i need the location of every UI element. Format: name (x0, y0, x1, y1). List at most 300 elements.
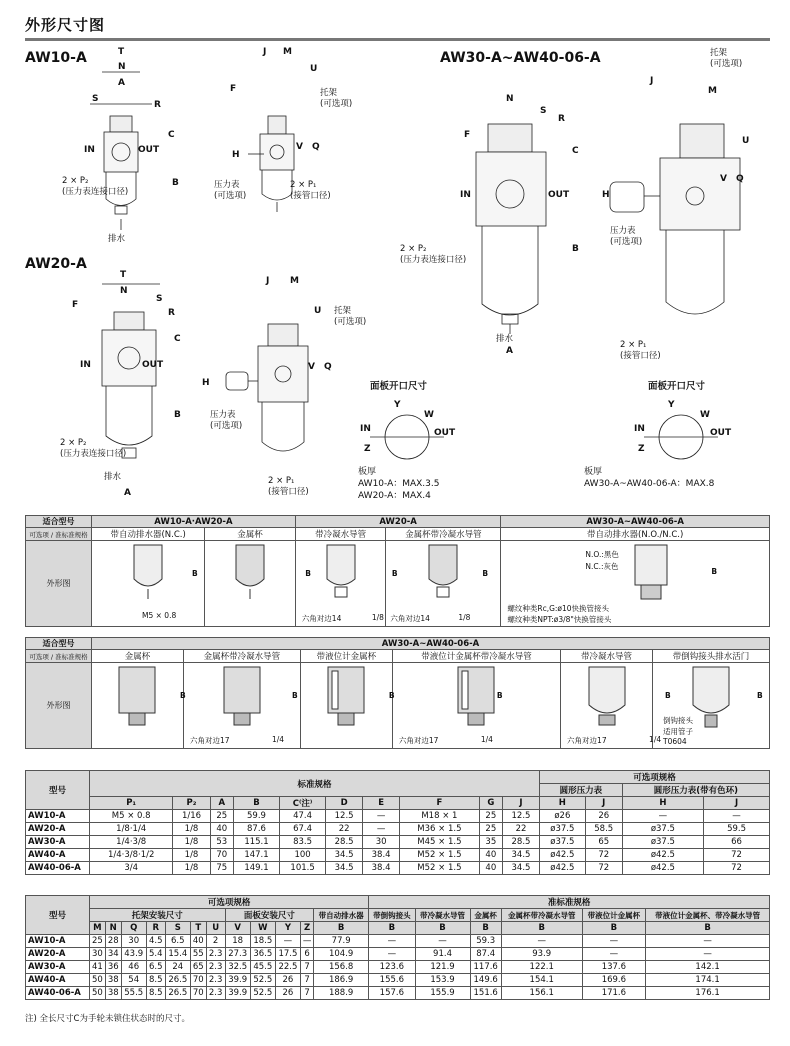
spec1-cell: 25 (479, 810, 502, 823)
drain-label: 排水 (108, 234, 126, 244)
spec2-cell: — (275, 935, 300, 948)
opt2-fig-metal-drain-guide: 六角对边17 1/4 B (183, 663, 300, 749)
spec2-cell: 157.6 (369, 987, 415, 1000)
table-row (26, 961, 770, 974)
spec2-cell: 156.1 (501, 987, 582, 1000)
spec1-cell: 47.4 (280, 810, 326, 823)
spec2-cell: — (300, 935, 313, 948)
dim-r-l: R (168, 308, 175, 318)
bracket-label-aw30: 托架 (可选项) (710, 48, 743, 69)
spec1-cell: 67.4 (280, 823, 326, 836)
panel-thickness-left: 板厚 AW10-A：MAX.3.5 AW20-A：MAX.4 (358, 467, 440, 501)
table-row (26, 987, 770, 1000)
gauge-label-aw20: 压力表 (可选项) (210, 410, 243, 431)
opt2-figure-label: 外形图 (26, 663, 92, 749)
spec2-cell: 5.4 (146, 948, 165, 961)
spec2-semi-header: 准标准规格 (369, 896, 770, 909)
spec1-cell: M45 × 1.5 (400, 836, 480, 849)
spec1-cell: 1/4·3/8 (90, 836, 173, 849)
spec1-opt-header: 可选项规格 (539, 771, 769, 784)
spec2-cell: 70 (190, 974, 206, 987)
dimension-drawings (20, 44, 770, 506)
spec1-cell: M52 × 1.5 (400, 849, 480, 862)
spec2-model-cell: AW20-A (26, 948, 90, 961)
panel-cutout-left (370, 415, 444, 459)
dim-c-l: C (174, 334, 181, 344)
dim-r-r: R (558, 114, 565, 124)
spec2-cell: 2.3 (206, 974, 225, 987)
spec2-semi-col-6: 带液位计金属杯 (582, 909, 646, 922)
spec2-model-cell: AW40-06-A (26, 987, 90, 1000)
spec2-col-2: N (105, 922, 121, 935)
dim-c-r: C (572, 146, 579, 156)
spec2-semi-col-3: 带冷凝水导管 (415, 909, 470, 922)
panel-dim-in: IN (360, 424, 371, 434)
spec2-semi-col-7: 带液位计金属杯、带冷凝水导管 (646, 909, 770, 922)
dim-f-r: F (464, 130, 471, 140)
spec1-col-7: E (363, 797, 400, 810)
spec2-cell: 30 (90, 948, 106, 961)
spec2-cell: 46 (121, 961, 146, 974)
spec1-cell: 12.5 (326, 810, 363, 823)
spec1-col-9: G (479, 797, 502, 810)
dim-v-r: V (720, 174, 727, 184)
table-row (26, 810, 770, 823)
spec1-cell: 40 (479, 862, 502, 875)
spec1-cell: 101.5 (280, 862, 326, 875)
dim-m-l: M (290, 276, 299, 286)
panel-dim-z-r: Z (638, 444, 645, 454)
spec2-cell: 34 (105, 948, 121, 961)
dim-u-l: U (314, 306, 322, 316)
spec1-cell: 1/8 (173, 823, 210, 836)
spec2-cell: 25 (90, 935, 106, 948)
dim-f-l: F (72, 300, 79, 310)
spec1-cell: ø37.5 (622, 836, 703, 849)
spec2-col-12: B (314, 922, 369, 935)
bracket-label-aw20: 托架 (可选项) (334, 306, 367, 327)
dim-f: F (230, 84, 237, 94)
spec2-model-cell: AW40-A (26, 974, 90, 987)
dim-t: T (118, 47, 125, 57)
spec2-cell: 93.9 (501, 948, 582, 961)
spec2-cell: 36 (105, 961, 121, 974)
dim-j-r: J (650, 76, 654, 86)
aw10-side-view (248, 116, 294, 212)
spec2-cell: 43.9 (121, 948, 146, 961)
dim-j-l: J (266, 276, 270, 286)
spec2-cell: 104.9 (314, 948, 369, 961)
spec2-cell: 22.5 (275, 961, 300, 974)
panel-heading-right: 面板开口尺寸 (648, 381, 706, 392)
spec1-cell: M52 × 1.5 (400, 862, 480, 875)
spec2-col-15: B (470, 922, 501, 935)
spec1-col-13: H (622, 797, 703, 810)
spec2-cell: 27.3 (225, 948, 250, 961)
spec1-cell: 30 (363, 836, 400, 849)
page-title: 外形尺寸图 (25, 16, 106, 34)
spec2-cell: 155.9 (415, 987, 470, 1000)
spec2-cell: 55.5 (121, 987, 146, 1000)
spec1-cell: 28.5 (503, 836, 540, 849)
spec2-col-18: B (646, 922, 770, 935)
spec1-cell: 100 (280, 849, 326, 862)
spec1-model-cell: AW30-A (26, 836, 90, 849)
dim-a-r: A (506, 346, 513, 356)
spec2-cell: 65 (190, 961, 206, 974)
dim-out-r: OUT (548, 190, 570, 200)
spec2-col-11: Z (300, 922, 313, 935)
spec2-semi-col-2: 带倒钩接头 (369, 909, 415, 922)
spec1-cell: ø42.5 (539, 862, 585, 875)
spec2-col-4: R (146, 922, 165, 935)
spec2-cell: 174.1 (646, 974, 770, 987)
spec2-cell: 7 (300, 961, 313, 974)
drain-label-aw30: 排水 (496, 334, 514, 344)
spec2-cell: 28 (105, 935, 121, 948)
spec2-cell: 39.9 (225, 987, 250, 1000)
spec1-cell: 70 (210, 849, 233, 862)
spec2-panel-header: 面板安装尺寸 (225, 909, 314, 922)
spec2-cell: 26 (275, 974, 300, 987)
dim-m-r: M (708, 86, 717, 96)
title-divider (25, 38, 770, 41)
spec2-cell: 52.5 (250, 987, 275, 1000)
spec2-cell: 7 (300, 974, 313, 987)
opt2-model-label: 适合型号 (26, 638, 92, 650)
spec2-cell: — (501, 935, 582, 948)
opt1-option-1: 带自动排水器(N.C.) (92, 528, 205, 541)
spec2-semi-col-1: 带自动排水器 (314, 909, 369, 922)
dim-s-r: S (540, 106, 547, 116)
dim-n: N (118, 62, 126, 72)
spec1-col-6: D (326, 797, 363, 810)
opt1-fig-auto-drain: M5 × 0.8 B (92, 541, 205, 627)
dim-in-r: IN (460, 190, 471, 200)
dim-u: U (310, 64, 318, 74)
option-table-1 (25, 515, 770, 627)
panel-dim-z: Z (364, 444, 371, 454)
spec1-cell: M5 × 0.8 (90, 810, 173, 823)
spec2-cell: 7 (300, 987, 313, 1000)
spec1-cell: ø42.5 (539, 849, 585, 862)
spec2-cell: — (369, 948, 415, 961)
spec1-cell: 75 (210, 862, 233, 875)
spec1-cell: 3/4 (90, 862, 173, 875)
spec2-cell: 32.5 (225, 961, 250, 974)
spec-table-1 (25, 770, 770, 875)
opt1-fig-metal-drain-guide: 六角对边14 1/8 B (386, 541, 501, 627)
spec2-cell: 52.5 (250, 974, 275, 987)
spec1-cell: M36 × 1.5 (400, 823, 480, 836)
spec2-col-13: B (369, 922, 415, 935)
spec2-cell: 156.8 (314, 961, 369, 974)
spec1-cell: 38.4 (363, 849, 400, 862)
dim-h-r: H (602, 190, 610, 200)
spec1-cell: ø37.5 (539, 823, 585, 836)
spec1-cell: 72 (585, 849, 622, 862)
spec1-cell: 22 (503, 823, 540, 836)
opt2-option-label: 可选项 / 准标准规格 (26, 650, 92, 663)
aw20-front-view (102, 284, 163, 458)
spec1-std-header: 标准规格 (90, 771, 540, 797)
spec2-cell: 59.3 (470, 935, 501, 948)
dim-t-l: T (120, 270, 127, 280)
aw30-side-view (610, 124, 740, 314)
spec2-cell: 123.6 (369, 961, 415, 974)
spec2-col-8: V (225, 922, 250, 935)
spec2-col-7: U (206, 922, 225, 935)
spec2-col-10: Y (275, 922, 300, 935)
opt1-fig-drain-guide: 六角对边14 1/8 B (295, 541, 386, 627)
spec2-cell: 45.5 (250, 961, 275, 974)
table-row (26, 862, 770, 875)
spec2-cell: 171.6 (582, 987, 646, 1000)
spec1-cell: 22 (326, 823, 363, 836)
spec2-cell: 36.5 (250, 948, 275, 961)
opt1-option-5: 带自动排水器(N.O./N.C.) (501, 528, 770, 541)
opt1-option-3: 带冷凝水导管 (295, 528, 386, 541)
dim-s: S (92, 94, 99, 104)
spec2-col-3: Q (121, 922, 146, 935)
spec2-cell: 8.5 (146, 974, 165, 987)
spec-table-2 (25, 895, 770, 1000)
spec2-cell: 50 (90, 987, 106, 1000)
spec2-cell: — (646, 948, 770, 961)
dim-h: H (232, 150, 240, 160)
spec2-bracket-header: 托架安装尺寸 (90, 909, 226, 922)
spec2-cell: 2.3 (206, 948, 225, 961)
spec2-col-17: B (582, 922, 646, 935)
spec2-cell: — (646, 935, 770, 948)
spec2-cell: 77.9 (314, 935, 369, 948)
spec2-cell: 6 (300, 948, 313, 961)
panel-thickness-right: 板厚 AW30-A~AW40-06-A：MAX.8 (584, 467, 715, 489)
spec2-cell: 176.1 (646, 987, 770, 1000)
spec2-cell: 39.9 (225, 974, 250, 987)
spec1-cell: 1/8 (173, 862, 210, 875)
dim-v: V (296, 142, 303, 152)
spec1-cell: 34.5 (326, 862, 363, 875)
spec2-cell: 41 (90, 961, 106, 974)
spec1-col-3: A (210, 797, 233, 810)
spec1-cell: 59.5 (704, 823, 770, 836)
spec1-col-11: H (539, 797, 585, 810)
opt1-option-4: 金属杯带冷凝水导管 (386, 528, 501, 541)
opt2-fig-level-gauge-drain-guide: 六角对边17 1/4 B (392, 663, 560, 749)
dim-q-l: Q (324, 362, 332, 372)
spec1-cell: 1/8·1/4 (90, 823, 173, 836)
spec2-cell: 18.5 (250, 935, 275, 948)
opt2-option-6: 带倒钩接头排水活门 (653, 650, 770, 663)
opt1-option-2: 金属杯 (205, 528, 296, 541)
spec1-cell: 34.5 (503, 849, 540, 862)
dim-n-l: N (120, 286, 128, 296)
spec1-gauge-round: 圆形压力表 (539, 784, 622, 797)
spec2-cell: 151.6 (470, 987, 501, 1000)
spec1-cell: 25 (210, 810, 233, 823)
dim-s-l: S (156, 294, 163, 304)
opt1-option-label: 可选项 / 准标准规格 (26, 528, 92, 541)
spec2-cell: 91.4 (415, 948, 470, 961)
panel-dim-w-r: W (700, 410, 710, 420)
spec2-col-5: S (165, 922, 190, 935)
spec2-cell: 169.6 (582, 974, 646, 987)
spec2-cell: 55 (190, 948, 206, 961)
spec2-col-1: M (90, 922, 106, 935)
spec1-cell: 72 (704, 849, 770, 862)
opt2-option-2: 金属杯带冷凝水导管 (183, 650, 300, 663)
spec2-cell: 2 (206, 935, 225, 948)
spec2-opt-header: 可选项规格 (90, 896, 369, 909)
p1-port-label: 2 × P₁ (接管口径) (290, 180, 331, 201)
spec2-cell: 137.6 (582, 961, 646, 974)
spec2-cell: 2.3 (206, 987, 225, 1000)
spec2-model-cell: AW30-A (26, 961, 90, 974)
spec1-model-cell: AW20-A (26, 823, 90, 836)
spec1-cell: 26 (585, 810, 622, 823)
spec2-cell: 117.6 (470, 961, 501, 974)
spec2-cell: 122.1 (501, 961, 582, 974)
opt1-fig-auto-drain-no-nc: N.O.:黑色 N.C.:灰色 螺纹种类Rc,G:ø10快换管接头 螺纹种类NPT:ø3/8"快换管接头 B (501, 541, 770, 627)
panel-dim-in-r: IN (634, 424, 645, 434)
dim-b: B (172, 178, 179, 188)
spec1-cell: 1/8 (173, 836, 210, 849)
spec1-col-4: B (233, 797, 279, 810)
dim-j: J (263, 47, 267, 57)
spec2-cell: 70 (190, 987, 206, 1000)
dim-c: C (168, 130, 175, 140)
spec2-model-header: 型号 (26, 896, 90, 935)
panel-dim-y-r: Y (668, 400, 675, 410)
dim-out: OUT (138, 145, 160, 155)
spec1-cell: — (704, 810, 770, 823)
opt2-option-5: 带冷凝水导管 (561, 650, 653, 663)
panel-dim-w: W (424, 410, 434, 420)
drawings-svg (20, 44, 770, 506)
spec1-cell: 53 (210, 836, 233, 849)
spec2-cell: 18 (225, 935, 250, 948)
table-row (26, 974, 770, 987)
spec1-cell: 25 (479, 823, 502, 836)
table-row (26, 823, 770, 836)
table-row (26, 935, 770, 948)
spec1-cell: — (363, 823, 400, 836)
panel-cutout-right (644, 415, 718, 459)
spec1-model-header: 型号 (26, 771, 90, 810)
spec1-cell: 83.5 (280, 836, 326, 849)
opt1-group-b: AW20-A (295, 516, 501, 528)
spec2-cell: 17.5 (275, 948, 300, 961)
spec1-cell: ø26 (539, 810, 585, 823)
spec2-col-9: W (250, 922, 275, 935)
spec1-col-14: J (704, 797, 770, 810)
p2-port-label: 2 × P₂ (压力表连接口径) (62, 176, 129, 197)
model-label-aw30-aw40: AW30-A~AW40-06-A (440, 50, 601, 66)
dim-out-l: OUT (142, 360, 164, 370)
opt1-group-c: AW30-A~AW40-06-A (501, 516, 770, 528)
dim-in: IN (84, 145, 95, 155)
spec1-cell: ø42.5 (622, 849, 703, 862)
panel-dim-out: OUT (434, 428, 456, 438)
spec1-cell: 12.5 (503, 810, 540, 823)
dim-m: M (283, 47, 292, 57)
spec1-cell: 35 (479, 836, 502, 849)
drain-label-aw20: 排水 (104, 472, 122, 482)
p1-port-label-aw20: 2 × P₁ (接管口径) (268, 476, 309, 497)
spec2-cell: 155.6 (369, 974, 415, 987)
model-label-aw20: AW20-A (25, 256, 87, 272)
spec2-col-14: B (415, 922, 470, 935)
dim-v-l: V (308, 362, 315, 372)
spec2-cell: 26.5 (165, 987, 190, 1000)
spec1-cell: 58.5 (585, 823, 622, 836)
dim-b-l: B (174, 410, 181, 420)
spec1-col-2: P₂ (173, 797, 210, 810)
table-row (26, 948, 770, 961)
p2-port-label-aw30: 2 × P₂ (压力表连接口径) (400, 244, 467, 265)
p1-port-label-aw30: 2 × P₁ (接管口径) (620, 340, 661, 361)
dim-in-l: IN (80, 360, 91, 370)
dim-q: Q (312, 142, 320, 152)
spec1-model-cell: AW10-A (26, 810, 90, 823)
spec1-cell: — (622, 810, 703, 823)
spec1-col-8: F (400, 797, 480, 810)
spec2-cell: — (582, 948, 646, 961)
spec2-semi-col-4: 金属杯 (470, 909, 501, 922)
spec1-cell: 147.1 (233, 849, 279, 862)
spec2-model-cell: AW10-A (26, 935, 90, 948)
spec1-cell: ø37.5 (539, 836, 585, 849)
spec2-cell: 142.1 (646, 961, 770, 974)
option-table-2 (25, 637, 770, 749)
spec1-cell: 34.5 (326, 849, 363, 862)
spec1-cell: 1/4·3/8·1/2 (90, 849, 173, 862)
spec2-cell: 38 (105, 974, 121, 987)
spec2-col-6: T (190, 922, 206, 935)
spec1-cell: 40 (210, 823, 233, 836)
spec1-cell: 1/8 (173, 849, 210, 862)
spec1-col-1: P₁ (90, 797, 173, 810)
spec2-cell: — (415, 935, 470, 948)
footnote: 注) 全长尺寸C为手轮未锁住状态时的尺寸。 (25, 1014, 190, 1024)
opt1-fig-metal-bowl: B (205, 541, 296, 627)
table-row (26, 836, 770, 849)
spec2-cell: 26.5 (165, 974, 190, 987)
spec2-cell: 121.9 (415, 961, 470, 974)
spec2-cell: 40 (190, 935, 206, 948)
spec2-cell: 188.9 (314, 987, 369, 1000)
spec2-cell: 6.5 (165, 935, 190, 948)
spec1-cell: 1/16 (173, 810, 210, 823)
spec1-cell: 72 (585, 862, 622, 875)
table-row (26, 849, 770, 862)
spec1-cell: ø37.5 (622, 823, 703, 836)
bracket-label: 托架 (可选项) (320, 88, 353, 109)
spec2-cell: 186.9 (314, 974, 369, 987)
spec1-cell: 149.1 (233, 862, 279, 875)
spec1-cell: 59.9 (233, 810, 279, 823)
opt2-option-3: 带液位计金属杯 (300, 650, 392, 663)
spec1-col-5: C⁽注⁾ (280, 797, 326, 810)
panel-dim-out-r: OUT (710, 428, 732, 438)
opt2-option-4: 带液位计金属杯带冷凝水导管 (392, 650, 560, 663)
opt2-option-1: 金属杯 (92, 650, 184, 663)
aw30-front-view (476, 124, 546, 334)
spec1-model-cell: AW40-06-A (26, 862, 90, 875)
spec2-cell: 6.5 (146, 961, 165, 974)
spec1-cell: 40 (479, 849, 502, 862)
